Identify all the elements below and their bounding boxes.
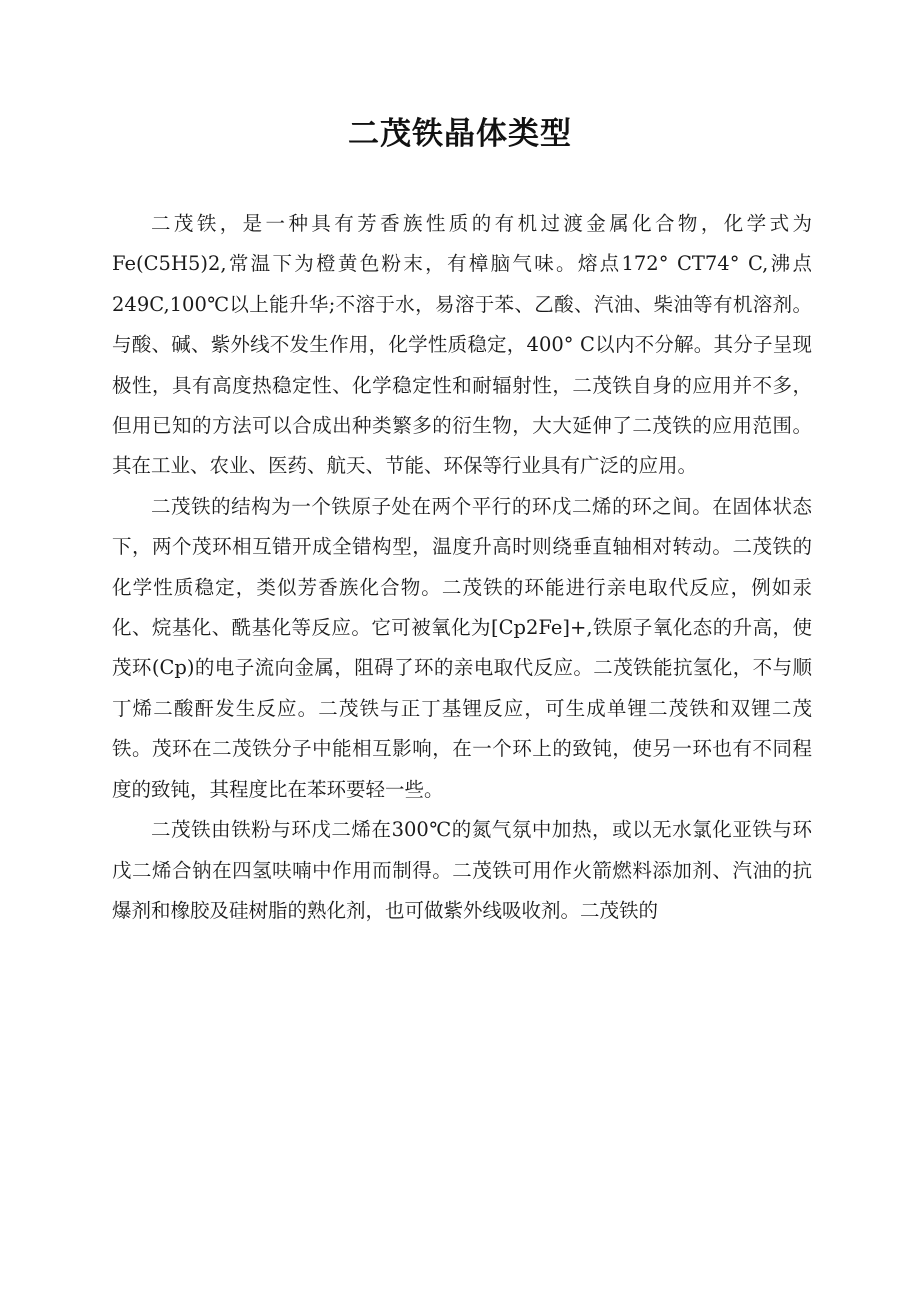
- document-body: [112, 204, 812, 931]
- document-title: 二茂铁晶体类型: [348, 116, 572, 152]
- paragraph-1: 二茂铁，是一种具有芳香族性质的有机过渡金属化合物，化学式为Fe(C5H5)2,常温下为橙黄色粉末，有樟脑气味。熔点172° CT74° C,沸点249C,100℃以上能升华;不溶于水，易溶于苯、乙酸、汽油、柴油等有机溶剂。与酸、碱、紫外线不发生作用，化学性质稳定，400° C以内不分解。其分子呈现极性，具有高度热稳定性、化学稳定性和耐辐射性，二茂铁自身的应用并不多，但用已知的方法可以合成出种类繁多的衍生物，大大延伸了二茂铁的应用范围。其在工业、农业、医药、航天、节能、环保等行业具有广泛的应用。: [112, 212, 812, 478]
- paragraph-3: 二茂铁由铁粉与环戊二烯在300℃的氮气氛中加热，或以无水氯化亚铁与环戊二烯合钠在四氢呋喃中作用而制得。二茂铁可用作火箭燃料添加剂、汽油的抗爆剂和橡胶及硅树脂的熟化剂，也可做紫外线吸收剂。二茂铁的: [112, 818, 812, 922]
- paragraph-2: 二茂铁的结构为一个铁原子处在两个平行的环戊二烯的环之间。在固体状态下，两个茂环相互错开成全错构型，温度升高时则绕垂直轴相对转动。二茂铁的化学性质稳定，类似芳香族化合物。二茂铁的环能进行亲电取代反应，例如汞化、烷基化、酰基化等反应。它可被氧化为[Cp2Fe]+,铁原子氧化态的升高，使茂环(Cp)的电子流向金属，阻碍了环的亲电取代反应。二茂铁能抗氢化，不与顺丁烯二酸酐发生反应。二茂铁与正丁基锂反应，可生成单锂二茂铁和双锂二茂铁。茂环在二茂铁分子中能相互影响，在一个环上的致钝，使另一环也有不同程度的致钝，其程度比在苯环要轻一些。: [112, 494, 812, 801]
